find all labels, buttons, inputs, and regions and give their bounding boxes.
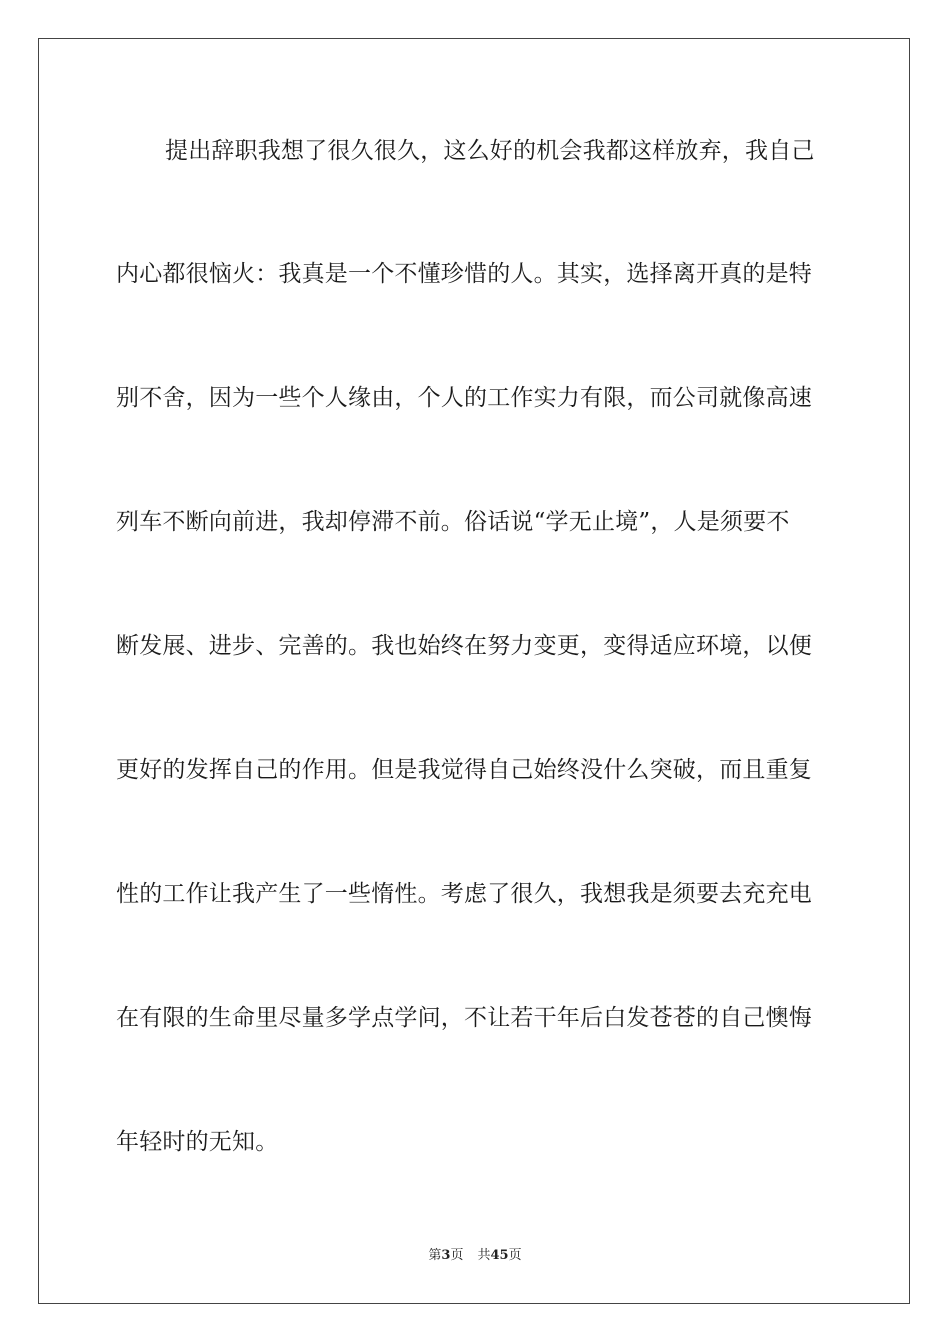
page-prefix: 第 (428, 1248, 442, 1263)
paragraph-line-1: 提出辞职我想了很久很久，这么好的机会我都这样放弃，我自己 (165, 138, 815, 164)
page-footer (0, 1247, 950, 1265)
total-prefix: 共 (477, 1248, 491, 1263)
paragraph-line-2: 内心都很恼火：我真是一个不懂珍惜的人。其实，选择离开真的是特 (116, 261, 812, 287)
total-pages: 45 (490, 1248, 509, 1263)
page-border (38, 38, 910, 1304)
paragraph-line-8: 在有限的生命里尽量多学点学问，不让若干年后白发苍苍的自己懊悔 (116, 1005, 812, 1031)
paragraph-line-6: 更好的发挥自己的作用。但是我觉得自己始终没什么突破，而且重复 (116, 757, 812, 783)
paragraph-line-3: 别不舍，因为一些个人缘由，个人的工作实力有限，而公司就像高速 (116, 385, 812, 411)
page-number: 3 (441, 1248, 451, 1263)
paragraph-line-4: 列车不断向前进，我却停滞不前。俗话说“学无止境”，人是须要不 (116, 509, 790, 535)
total-suffix: 页 (508, 1248, 522, 1263)
page-suffix: 页 (450, 1248, 464, 1263)
paragraph-line-5: 断发展、进步、完善的。我也始终在努力变更，变得适应环境，以便 (116, 633, 812, 659)
paragraph-line-9: 年轻时的无知。 (116, 1129, 279, 1155)
paragraph-line-7: 性的工作让我产生了一些惰性。考虑了很久，我想我是须要去充充电 (116, 881, 812, 907)
